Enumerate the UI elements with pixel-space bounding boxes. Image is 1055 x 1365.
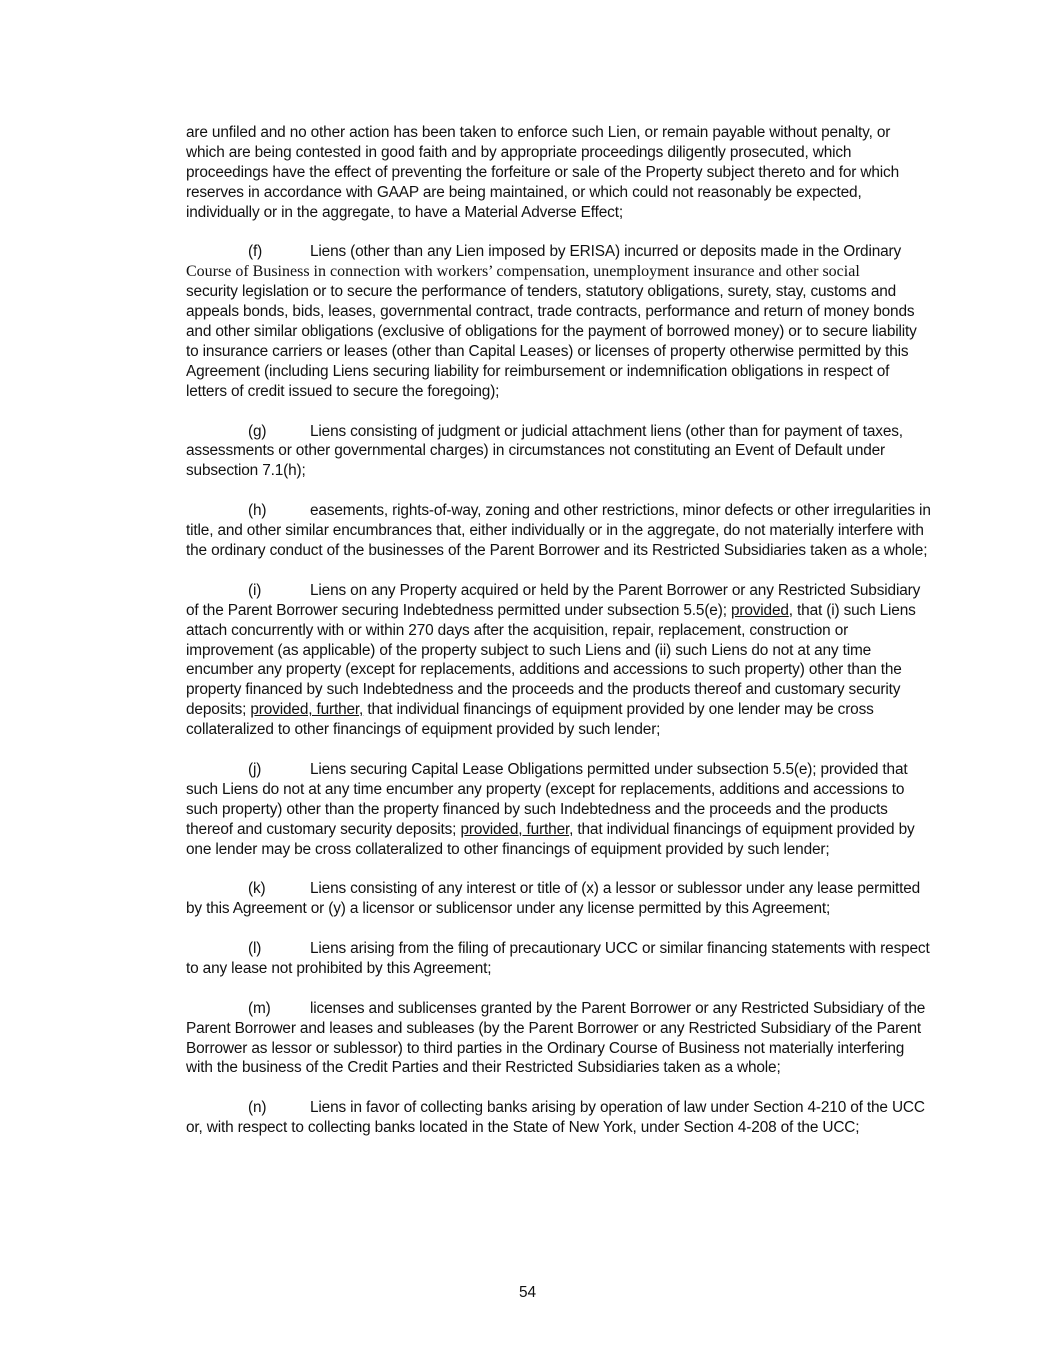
clause-label: (l) [248,940,262,958]
clause-label: (i) [248,581,262,599]
clause-text: Liens securing Capital Lease Obligations permitted under subsection 5.5(e); provided that such Liens do not at any time encumber any property (except for replacements, additions and accessions to such property) other than the property financed by such Indebtedness and the proceeds and the products thereof and customary security deposits; [186,760,908,838]
clause-l [186,939,932,979]
clause-j [186,760,932,860]
underlined-term: provided, further, [460,820,574,838]
clause-text: easements, rights-of-way, zoning and other restrictions, minor defects or other irregularities in title, and other similar encumbrances that, either individually or in the aggregate, do not materially interfere with the ordinary conduct of the businesses of the Parent Borrower and its Restricted Subsidiaries taken as a whole; [186,502,931,559]
clause-label: (h) [248,502,267,520]
clause-k [186,879,932,919]
clause-text: Liens consisting of judgment or judicial attachment liens (other than for payment of taxes, assessments or other governmental charges) in circumstances not constituting an Event of Default under subsection 7.1(h); [186,422,903,480]
clause-text-continued: security legislation or to secure the performance of tenders, statutory obligations, surety, stay, customs and appeals bonds, bids, leases, governmental contract, trade contracts, performance and return of money bonds and other similar obligations (exclusive of obligations for the payment of borrowed money) or to secure liability to insurance carriers or leases (other than Capital Leases) or licenses of property otherwise permitted by this Agreement (including Liens securing liability for reimbursement or indemnification obligations in respect of letters of credit issued to secure the foregoing); [186,283,917,400]
clause-text: Liens on any Property acquired or held by the Parent Borrower or any Restricted Subsidiary of the Parent Borrower securing Indebtedness permitted under subsection 5.5(e); [186,581,921,619]
clause-label: (j) [248,760,262,778]
clause-text: Liens (other than any Lien imposed by ERISA) incurred or deposits made in the Ordinary [310,243,902,261]
paragraph-intro [186,123,932,223]
clause-m [186,999,932,1079]
clause-n [186,1098,932,1138]
clause-g [186,422,932,482]
clause-text: that individual financings of equipment provided by one lender may be cross collateralized to other financings of equipment provided by such lender; [186,820,915,858]
underlined-term: provided, further, [250,701,364,719]
clause-label: (g) [248,422,267,440]
clause-label: (f) [248,243,263,261]
clause-text: Liens in favor of collecting banks arising by operation of law under Section 4-210 of the UCC or, with respect to collecting banks located in the State of New York, under Section 4-208 of the UCC; [186,1099,925,1137]
clause-i [186,581,932,740]
page-number: 54 [518,1284,537,1301]
clause-h [186,501,932,561]
clause-text: licenses and sublicenses granted by the Parent Borrower or any Restricted Subsidiary of the Parent Borrower and leases and subleases (by the Parent Borrower or any Restricted Subsidiary of the Parent Borrower as lessor or sublessor) to third parties in the Ordinary Course of Business not materially interfering with the business of the Credit Parties and their Restricted Subsidiaries taken as a whole; [186,999,926,1077]
clause-text: Liens consisting of any interest or title of (x) a lessor or sublessor under any lease permitted by this Agreement or (y) a licensor or sublicensor under any license permitted by this Agreement; [186,880,921,918]
underlined-term: provided [730,601,789,619]
clause-text: Liens arising from the filing of precautionary UCC or similar financing statements with respect to any lease not prohibited by this Agreement; [186,940,930,977]
clause-label: (k) [248,880,266,898]
paragraph-text: are unfiled and no other action has been taken to enforce such Lien, or remain payable without penalty, or which are being contested in good faith and by appropriate proceedings diligently prosecuted, which proceedings have the effect of preventing the forfeiture or sale of the Property subject thereto and for which reserves in accordance with GAAP are being maintained, or which could not reasonably be expected, individually or in the aggregate, to have a Material Adverse Effect; [186,124,900,221]
clause-f [186,242,932,401]
clause-label: (m) [248,999,271,1017]
document-body [186,123,932,1158]
clause-text: that individual financings of equipment provided by one lender may be cross collateralized to other financings of equipment provided by such lender; [186,701,874,739]
clause-text-serif: Course of Business in connection with workers’ compensation, unemployment insurance and other social [186,263,860,281]
clause-text: , that (i) such Liens attach concurrently with or within 270 days after the acquisition, repair, replacement, construction or improvement (as applicable) of the property subject to such Liens and (ii) such Liens do not at any time encumber any property (except for replacements, additions and accessions to such property) other than the property financed by such Indebtedness and the proceeds and the products thereof and customary security deposits; [186,601,916,719]
clause-label: (n) [248,1099,267,1117]
